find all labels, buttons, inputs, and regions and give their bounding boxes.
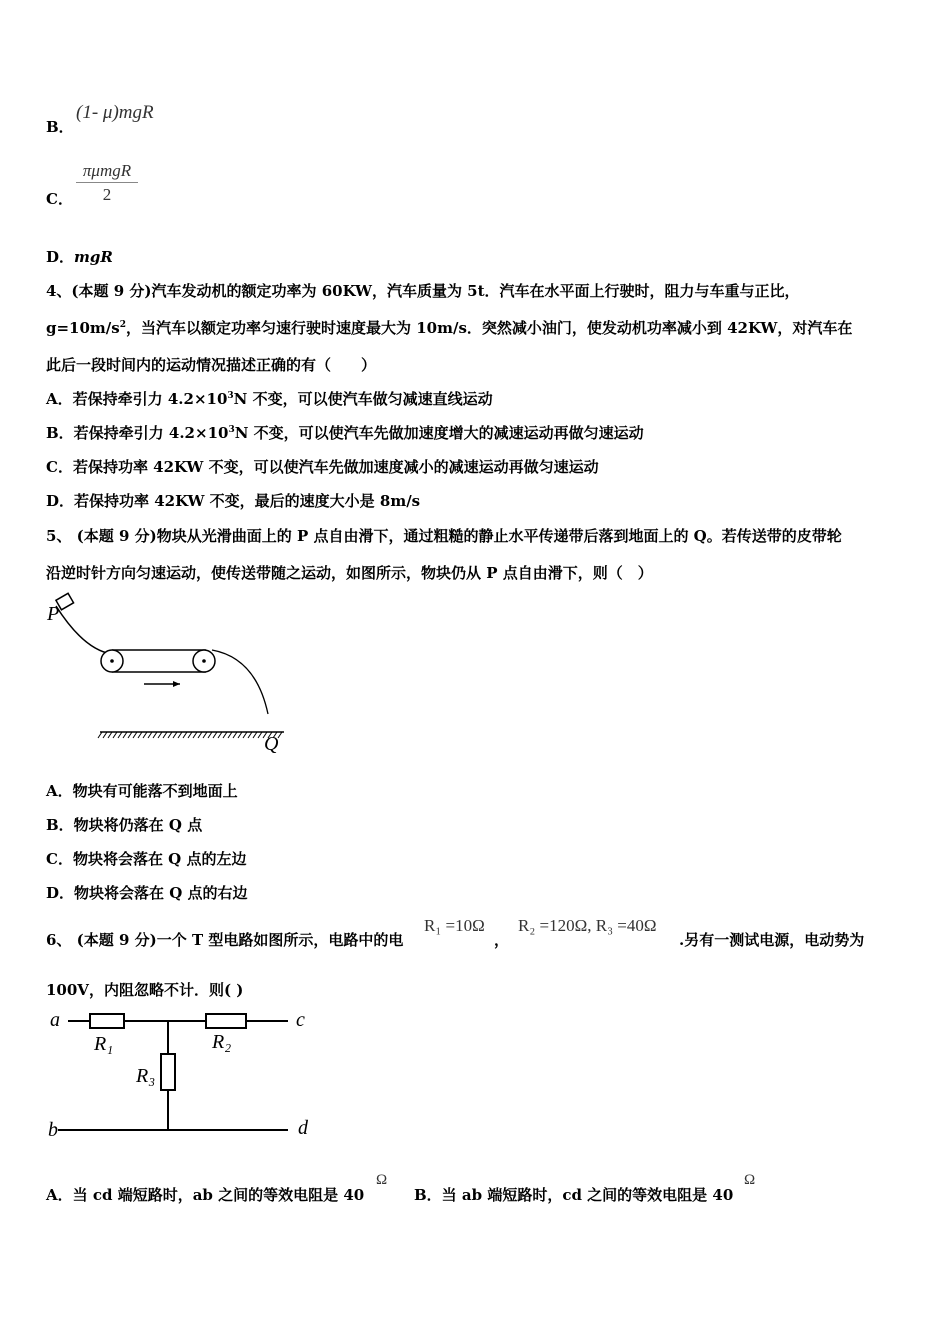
q6-option-a-unit: Ω (376, 1172, 388, 1188)
q4-option-b-pre: B．若保持牵引力 4.2×10 (46, 424, 229, 442)
resistor-r2 (206, 1014, 246, 1028)
q6-stem-line2: 100V，内阻忽略不计．则( ) (46, 981, 244, 999)
q6-stem-line1-a: 6、 (本题 9 分)一个 T 型电路如图所示，电路中的电 (46, 931, 404, 949)
left-pulley-axle (110, 659, 114, 663)
terminal-a: a (50, 1009, 60, 1031)
q3-option-c (46, 188, 73, 209)
q5-option-a: A．物块有可能落不到地面上 (46, 782, 238, 800)
q3-option-c-denominator: 2 (102, 185, 112, 204)
q4-stem-line2-a: g=10m/s (46, 319, 120, 337)
q4-option-a (46, 388, 493, 409)
q6-option-b-unit: Ω (744, 1172, 756, 1188)
label-r2: R₂ (212, 1031, 232, 1053)
q5-option-d: D．物块将会落在 Q 点的右边 (46, 884, 248, 902)
trajectory (212, 650, 268, 714)
q3-option-c-label: C． (46, 190, 73, 208)
q5-option-b: B．物块将仍落在 Q 点 (46, 816, 203, 834)
q4-option-b-post: N 不变，可以使汽车先做加速度增大的减速运动再做匀速运动 (234, 424, 644, 442)
ground-hatching (98, 732, 282, 738)
t-circuit-figure (44, 1006, 319, 1146)
q4-option-a-post: N 不变，可以使汽车做匀减速直线运动 (233, 390, 493, 408)
right-pulley-axle (202, 659, 206, 663)
q4-option-b (46, 422, 644, 443)
q6-stem-line1-b: .另有一测试电源，电动势为 (679, 931, 865, 949)
terminal-c: c (296, 1009, 305, 1031)
terminal-b: b (48, 1119, 58, 1141)
q4-stem-line1: 4、(本题 9 分)汽车发动机的额定功率为 60KW，汽车质量为 5t．汽车在水平面上行驶时，阻力与车重与正比， (46, 282, 800, 300)
conveyor-belt-figure (44, 592, 294, 754)
q5-stem-line1: 5、 (本题 9 分)物块从光滑曲面上的 P 点自由滑下，通过粗糙的静止水平传递带后落到地面上的 Q。若传送带的皮带轮 (46, 527, 842, 545)
label-r1: R₁ (94, 1033, 114, 1055)
q4-stem-line2-b: ，当汽车以额定功率匀速行驶时速度最大为 10m/s．突然减小油门，使发动机功率减小到 42KW，对汽车在 (126, 319, 853, 337)
q3-option-b-formula: (1- μ)mgR (76, 102, 154, 123)
resistor-r1 (90, 1014, 124, 1028)
q6-option-a (46, 1184, 364, 1205)
q3-option-d-label: D． (46, 248, 75, 266)
q3-option-b (46, 116, 74, 137)
q4-option-b-sup: 3 (228, 425, 235, 435)
q5-stem-line2: 沿逆时针方向匀速运动，使传送带随之运动，如图所示，物块仍从 P 点自由滑下，则（ ） (46, 564, 653, 582)
arrow-head-icon (173, 681, 180, 687)
q4-stem-line2-sup: 2 (119, 320, 126, 330)
q4-option-a-pre: A．若保持牵引力 4.2×10 (46, 390, 228, 408)
terminal-d: d (298, 1117, 308, 1139)
q6-option-b-text: B．当 ab 端短路时，cd 之间的等效电阻是 40 (414, 1186, 734, 1204)
q3-option-c-fraction (76, 160, 138, 207)
q6-r2-r3: R₂ =120Ω, R₃ =40Ω (518, 916, 657, 935)
q3-option-b-label: B． (46, 118, 74, 136)
q4-option-a-sup: 3 (227, 391, 234, 401)
resistor-r3 (161, 1054, 175, 1090)
curved-surface (56, 606, 112, 654)
q4-option-d: D．若保持功率 42KW 不变，最后的速度大小是 8m/s (46, 492, 421, 510)
q4-stem-line3: 此后一段时间内的运动情况描述正确的有（ ） (46, 356, 377, 374)
q3-option-d (46, 246, 113, 267)
q4-stem-line2 (46, 317, 852, 338)
q6-option-b (414, 1184, 733, 1205)
q6-separator: ， (494, 931, 510, 949)
label-p: P (47, 603, 60, 625)
label-q: Q (264, 733, 279, 754)
q6-r1: R₁ =10Ω (424, 916, 485, 935)
q6-option-a-text: A．当 cd 端短路时，ab 之间的等效电阻是 40 (46, 1186, 365, 1204)
q4-option-c: C．若保持功率 42KW 不变，可以使汽车先做加速度减小的减速运动再做匀速运动 (46, 458, 599, 476)
q5-option-c: C．物块将会落在 Q 点的左边 (46, 850, 247, 868)
q3-option-d-formula: mgR (74, 248, 113, 266)
q3-option-c-numerator: πμmgR (76, 160, 138, 183)
label-r3: R₃ (136, 1065, 156, 1087)
